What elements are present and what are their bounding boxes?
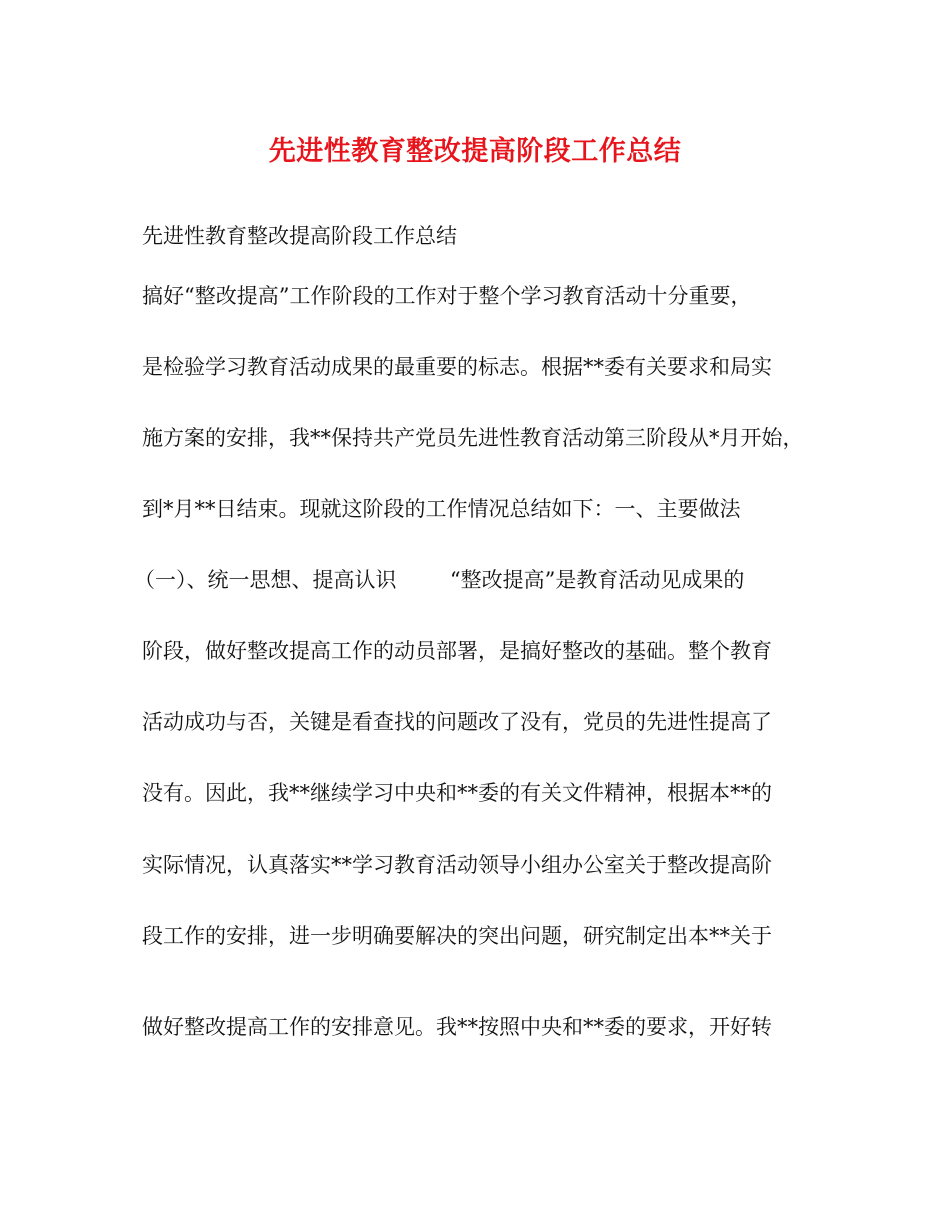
body-line-4: 施方案的安排，我**保持共产党员先进性教育活动第三阶段从*月开始， — [142, 426, 804, 450]
body-line-2: 搞好“整改提高”工作阶段的工作对于整个学习教育活动十分重要， — [142, 284, 752, 308]
body-line-6: （一）、统一思想、提高认识 “整改提高”是教育活动见成果的 — [134, 568, 745, 592]
body-line-1: 先进性教育整改提高阶段工作总结 — [142, 224, 457, 248]
body-line-10: 实际情况，认真落实**学习教育活动领导小组办公室关于整改提高阶 — [142, 853, 772, 877]
body-line-11: 段工作的安排，进一步明确要解决的突出问题，研究制定出本**关于 — [142, 924, 772, 948]
body-line-5: 到*月**日结束。现就这阶段的工作情况总结如下：一、主要做法 — [142, 497, 741, 521]
document-title: 先进性教育整改提高阶段工作总结 — [268, 136, 682, 167]
body-line-7: 阶段，做好整改提高工作的动员部署，是搞好整改的基础。整个教育 — [142, 639, 772, 663]
body-line-3: 是检验学习教育活动成果的最重要的标志。根据**委有关要求和局实 — [142, 355, 772, 379]
body-line-8: 活动成功与否，关键是看查找的问题改了没有，党员的先进性提高了 — [142, 710, 772, 734]
body-line-9: 没有。因此，我**继续学习中央和**委的有关文件精神，根据本**的 — [142, 781, 772, 805]
body-line-12: 做好整改提高工作的安排意见。我**按照中央和**委的要求，开好转 — [142, 1015, 772, 1039]
